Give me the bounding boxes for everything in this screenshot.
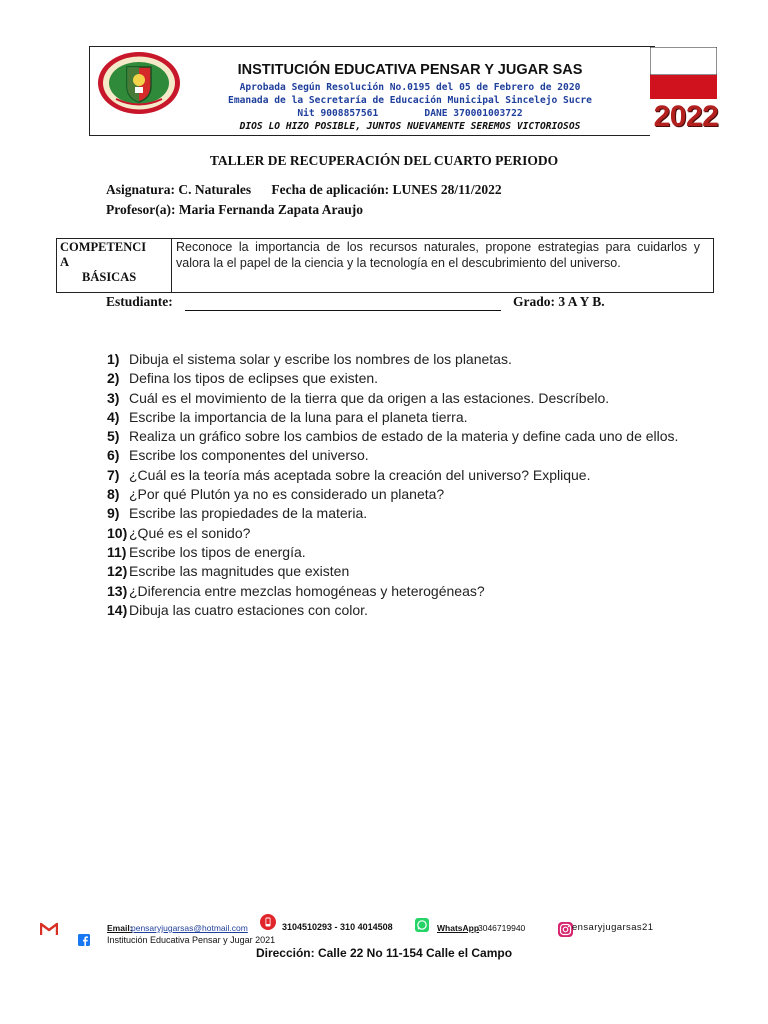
whatsapp-icon <box>415 918 429 932</box>
question-number: 14) <box>107 601 128 618</box>
question-item <box>107 408 687 427</box>
question-number: 5) <box>107 428 120 445</box>
competencias-text: Reconoce la importancia de los recursos naturales, propone estrategias para cuidarlos y valora la el papel de la ciencia y la tecnología en el descubrimiento del universo. <box>176 240 700 270</box>
facebook-icon <box>78 934 90 946</box>
institution-name: INSTITUCIÓN EDUCATIVA PENSAR Y JUGAR SAS <box>237 62 583 78</box>
question-number: 11) <box>107 543 127 560</box>
teacher-line: Profesor(a): Maria Fernanda Zapata Araujo <box>106 202 363 217</box>
competencias-divider <box>171 238 172 293</box>
grade-label: Grado: 3 A Y B. <box>513 294 605 309</box>
motto: DIOS LO HIZO POSIBLE, JUNTOS NUEVAMENTE SEREMOS VICTORIOSOS <box>239 121 581 132</box>
question-item <box>107 543 687 562</box>
question-number: 2) <box>107 370 120 387</box>
question-item <box>107 446 687 465</box>
question-number: 3) <box>107 389 120 406</box>
question-item <box>107 350 687 369</box>
facebook-page-name: Institución Educativa Pensar y Jugar 2021 <box>107 935 276 945</box>
question-item <box>107 369 687 388</box>
question-number: 6) <box>107 447 120 464</box>
question-text: Dibuja las cuatro estaciones con color. <box>129 601 368 618</box>
competencias-label <box>60 240 170 285</box>
question-text: Escribe los tipos de energía. <box>129 543 306 560</box>
question-number: 1) <box>107 351 120 367</box>
student-label: Estudiante: <box>106 294 173 309</box>
question-item <box>107 389 687 408</box>
subject-date-line: Asignatura: C. Naturales Fecha de aplicación: LUNES 28/11/2022 <box>106 182 502 197</box>
nit-dane-line: Nit 9008857561 DANE 370001003722 <box>297 108 523 119</box>
question-text: Cuál es el movimiento de la tierra que da origen a las estaciones. Descríbelo. <box>129 389 610 406</box>
approval-line: Aprobada Según Resolución No.0195 del 05 de Febrero de 2020 <box>239 82 581 93</box>
address-line: Dirección: Calle 22 No 11-154 Calle el Campo <box>255 946 513 960</box>
question-text: ¿Por qué Plutón ya no es considerado un planeta? <box>129 486 445 503</box>
email-link[interactable]: pensaryjugarsas@hotmail.com <box>131 923 248 933</box>
competencias-label-1: COMPETENCI A <box>60 240 147 269</box>
question-text: Escribe las magnitudes que existen <box>129 563 350 580</box>
question-text: Realiza un gráfico sobre los cambios de estado de la materia y define cada uno de ellos. <box>129 428 679 445</box>
question-item <box>107 485 687 504</box>
issued-by-line: Emanada de la Secretaría de Educación Municipal Sincelejo Sucre <box>228 95 592 106</box>
question-text: Defina los tipos de eclipses que existen. <box>129 370 379 387</box>
gmail-icon <box>40 922 58 936</box>
question-item <box>107 524 687 543</box>
question-item <box>107 562 687 581</box>
whatsapp-label: WhatsApp <box>437 923 480 933</box>
question-number: 13) <box>107 582 128 599</box>
student-name-line[interactable] <box>185 310 501 311</box>
question-number: 7) <box>107 466 120 483</box>
question-text: Dibuja el sistema solar y escribe los nombres de los planetas. <box>129 351 512 367</box>
instagram-icon <box>558 922 573 937</box>
phone-numbers: 3104510293 - 310 4014508 <box>282 922 393 932</box>
question-item <box>107 504 687 523</box>
whatsapp-number: 3046719940 <box>478 923 526 933</box>
question-number: 12) <box>107 563 128 580</box>
question-number: 9) <box>107 505 120 522</box>
school-logo <box>96 50 182 116</box>
phone-icon <box>260 914 276 930</box>
question-item <box>107 466 687 485</box>
question-item <box>107 582 687 601</box>
question-item <box>107 427 687 446</box>
question-number: 8) <box>107 486 120 503</box>
question-number: 4) <box>107 408 120 425</box>
question-text: Escribe los componentes del universo. <box>129 447 369 464</box>
competencias-label-2: BÁSICAS <box>82 270 137 284</box>
question-list <box>107 350 687 620</box>
email-label: Email: <box>107 923 133 933</box>
question-item <box>107 601 687 620</box>
question-text: ¿Cuál es la teoría más aceptada sobre la creación del universo? Explique. <box>129 466 591 483</box>
question-text: ¿Qué es el sonido? <box>129 524 251 541</box>
document-title: TALLER DE RECUPERACIÓN DEL CUARTO PERIODO <box>209 153 559 168</box>
instagram-handle: ensaryjugarsas21 <box>572 922 654 933</box>
question-text: ¿Diferencia entre mezclas homogéneas y heterogéneas? <box>129 582 485 599</box>
question-number: 10) <box>107 524 128 541</box>
year-badge: 2022 <box>653 100 719 133</box>
question-text: Escribe las propiedades de la materia. <box>129 505 368 522</box>
question-text: Escribe la importancia de la luna para el planeta tierra. <box>129 408 468 425</box>
